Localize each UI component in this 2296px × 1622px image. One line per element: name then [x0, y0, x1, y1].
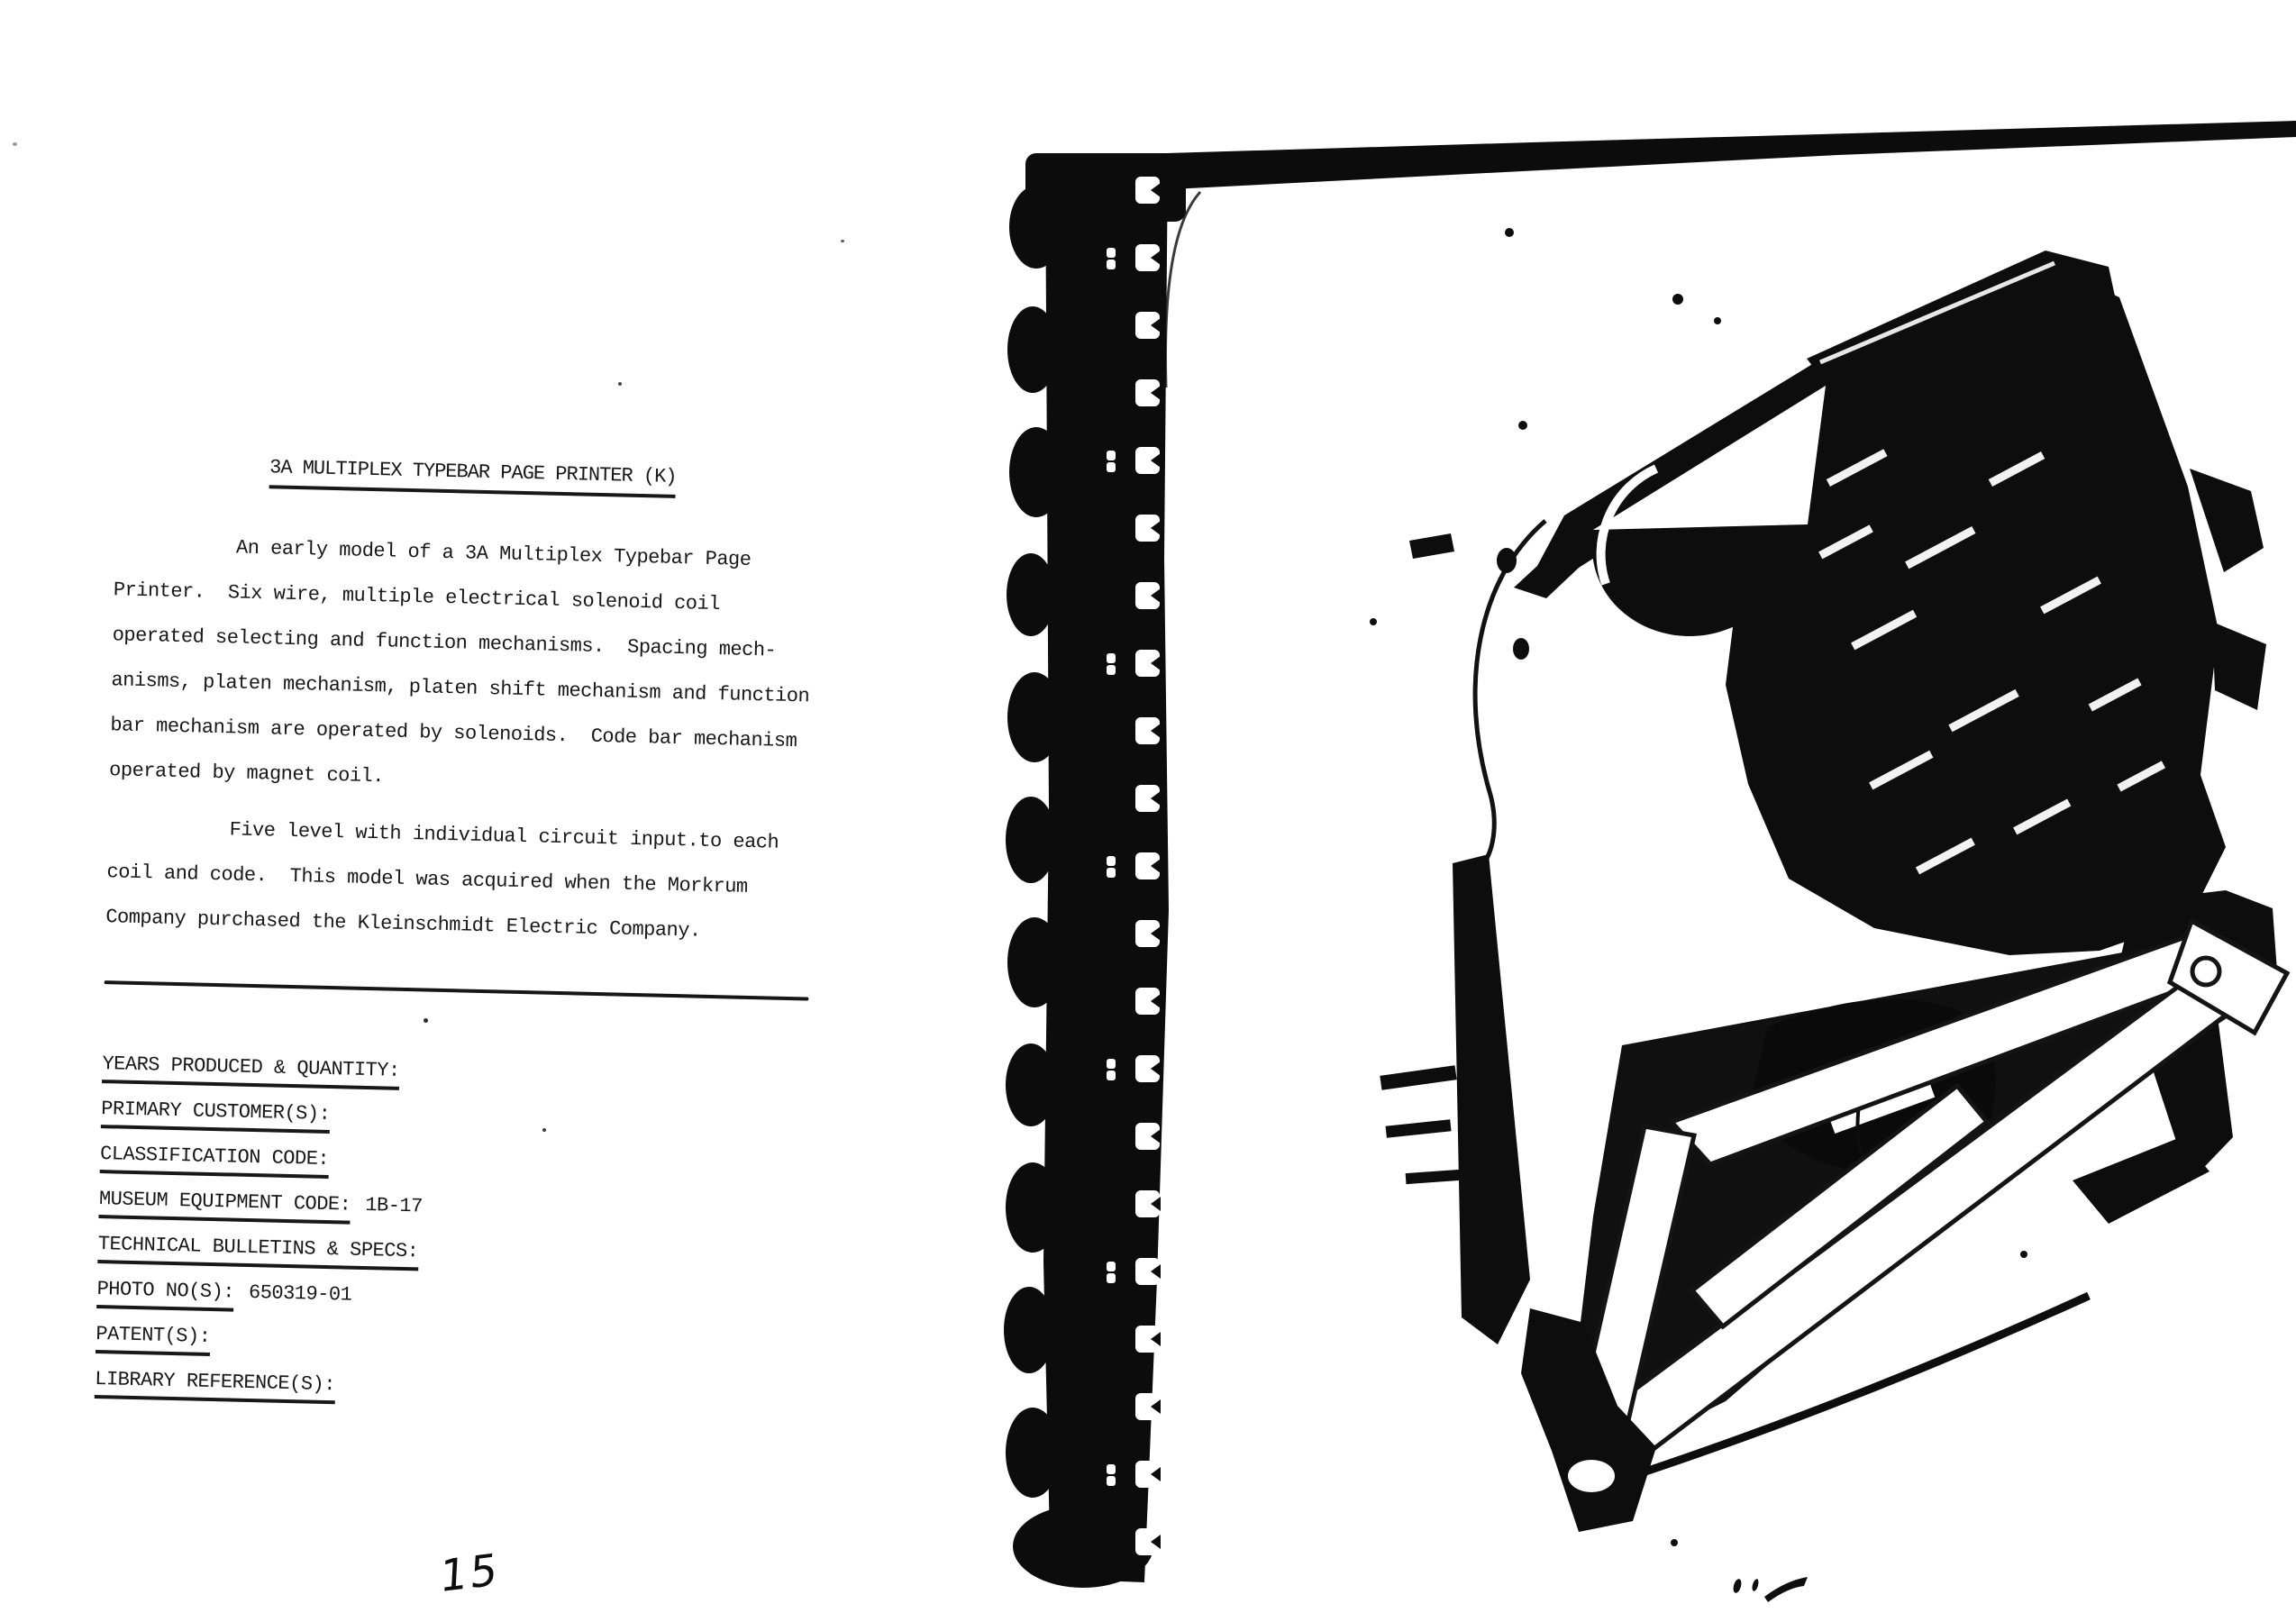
field-label: YEARS PRODUCED & QUANTITY: [102, 1052, 400, 1090]
field-row [96, 1323, 211, 1348]
field-row [99, 1188, 423, 1217]
field-row [102, 1052, 400, 1082]
scanned-photo-page [991, 108, 2296, 1622]
dust-speck [841, 240, 844, 242]
field-value: 650319-01 [248, 1280, 352, 1307]
field-row [95, 1368, 335, 1396]
dust-speck [618, 382, 622, 386]
comb-binding-strip-icon [998, 153, 1186, 1588]
body-line: Company purchased the Kleinschmidt Electric Company. [105, 906, 701, 943]
body-line: operated by magnet coil. [108, 759, 385, 788]
field-label: LIBRARY REFERENCE(S): [95, 1368, 335, 1404]
ink-marks [1732, 1577, 1808, 1602]
field-row [101, 1098, 331, 1125]
body-line: Five level with individual circuit input.to each [229, 818, 779, 854]
dust-speck [13, 142, 17, 146]
body-line: An early model of a 3A Multiplex Typebar Page [235, 536, 752, 571]
field-row [100, 1143, 330, 1171]
field-label: CLASSIFICATION CODE: [100, 1143, 330, 1179]
field-value: 1B-17 [365, 1194, 424, 1218]
field-label: MUSEUM EQUIPMENT CODE: [98, 1188, 351, 1225]
field-label: TECHNICAL BULLETINS & SPECS: [97, 1233, 418, 1271]
body-line: coil and code. This model was acquired when the Morkrum [106, 861, 748, 898]
section-divider [105, 980, 809, 1000]
printer-photostat-photo-icon [1370, 228, 2287, 1546]
body-line: operated selecting and function mechanisms. Spacing mech- [112, 624, 777, 662]
body-line: anisms, platen mechanism, platen shift mechanism and function [111, 669, 810, 708]
dust-speck [424, 1018, 428, 1023]
field-label: PATENT(S): [96, 1323, 211, 1356]
page-title: 3A MULTIPLEX TYPEBAR PAGE PRINTER (K) [269, 456, 677, 498]
dust-speck [542, 1128, 546, 1132]
field-label: PHOTO NO(S): [96, 1278, 234, 1312]
field-row [96, 1278, 351, 1307]
page-number: 15 [438, 1544, 502, 1603]
body-line: bar mechanism are operated by solenoids. Code bar mechanism [110, 714, 797, 753]
catalog-text-page [81, 433, 881, 1532]
field-row [97, 1233, 418, 1262]
field-label: PRIMARY CUSTOMER(S): [101, 1098, 331, 1134]
body-line: Printer. Six wire, multiple electrical solenoid coil [113, 579, 721, 616]
